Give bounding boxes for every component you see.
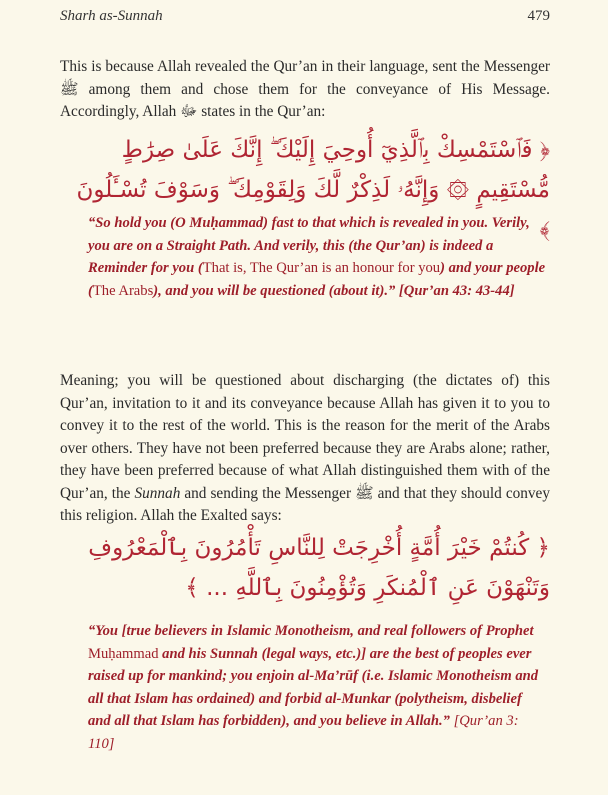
page-header (60, 8, 550, 25)
intro-paragraph: This is because Allah revealed the Qur’an in their language, sent the Messenger ﷺ among them and chose them for the conveyance of His Message. Accordingly, Allah ﷻ states in the Qur’an: (60, 58, 550, 120)
verse-translation-3-110: “You [true believers in Islamic Monotheism, and real followers of Prophet Muḥammad and his Sunnah (legal ways, etc.)] are the best of peoples ever raised up for mankind; you enjoin al-Ma’rūf (i.e. Islamic Monotheism and all that Islam has ordained) and forbid al-Munkar (polytheism, disbelief and all that Islam has forbidden), and you believe in Allah.” [Qur’an 3: 110] (88, 623, 539, 752)
page-number: 479 (527, 8, 550, 24)
arabic-verse-43-43-44: ﴿ فَٱسْتَمْسِكْ بِٱلَّذِيٓ أُوحِيَ إِلَيْكَ ۖ إِنَّكَ عَلَىٰ صِرَٰطٍ مُّسْتَقِيمٍ ۞ وَإِنَّهُۥ لَذِكْرٌ لَّكَ وَلِقَوْمِكَ ۖ وَسَوْفَ تُسْـَٔلُونَ ﴾ (76, 137, 550, 243)
verse-translation-43-43-44: “So hold you (O Muḥammad) fast to that which is revealed in you. Verily, you are on a Straight Path. And verily, this (the Qur’an) is indeed a Reminder for you (That is, The Qur’an is an honour for you) and your people (The Arabs), and you will be questioned (about it).” [Qur’an 43: 43-44] (88, 215, 546, 299)
arabic-verse-3-110: ﴿ كُنتُمْ خَيْرَ أُمَّةٍ أُخْرِجَتْ لِلنَّاسِ تَأْمُرُونَ بِٱلْمَعْرُوفِ وَتَنْهَوْنَ عَنِ ٱلْمُنكَرِ وَتُؤْمِنُونَ بِٱللَّهِ ... ﴾ (88, 535, 550, 601)
running-title: Sharh as-Sunnah (60, 8, 163, 24)
sunnah-term: Sunnah (134, 484, 181, 502)
verse-reference: [Qur’an 3: 110] (88, 713, 519, 752)
commentary-paragraph: Meaning; you will be questioned about discharging (the dictates of) this Qur’an, invitation to it and its conveyance because Allah has given it to you to convey it to the rest of the world. This is the reason for the merit of the Arabs over others. They have not been preferred because they are Arabs alone; rather, they have been preferred because of what Allah distinguished them with of the Qur’an, the Sunnah and sending the Messenger ﷺ and that they should convey this religion. Allah the Exalted says: (60, 372, 550, 524)
